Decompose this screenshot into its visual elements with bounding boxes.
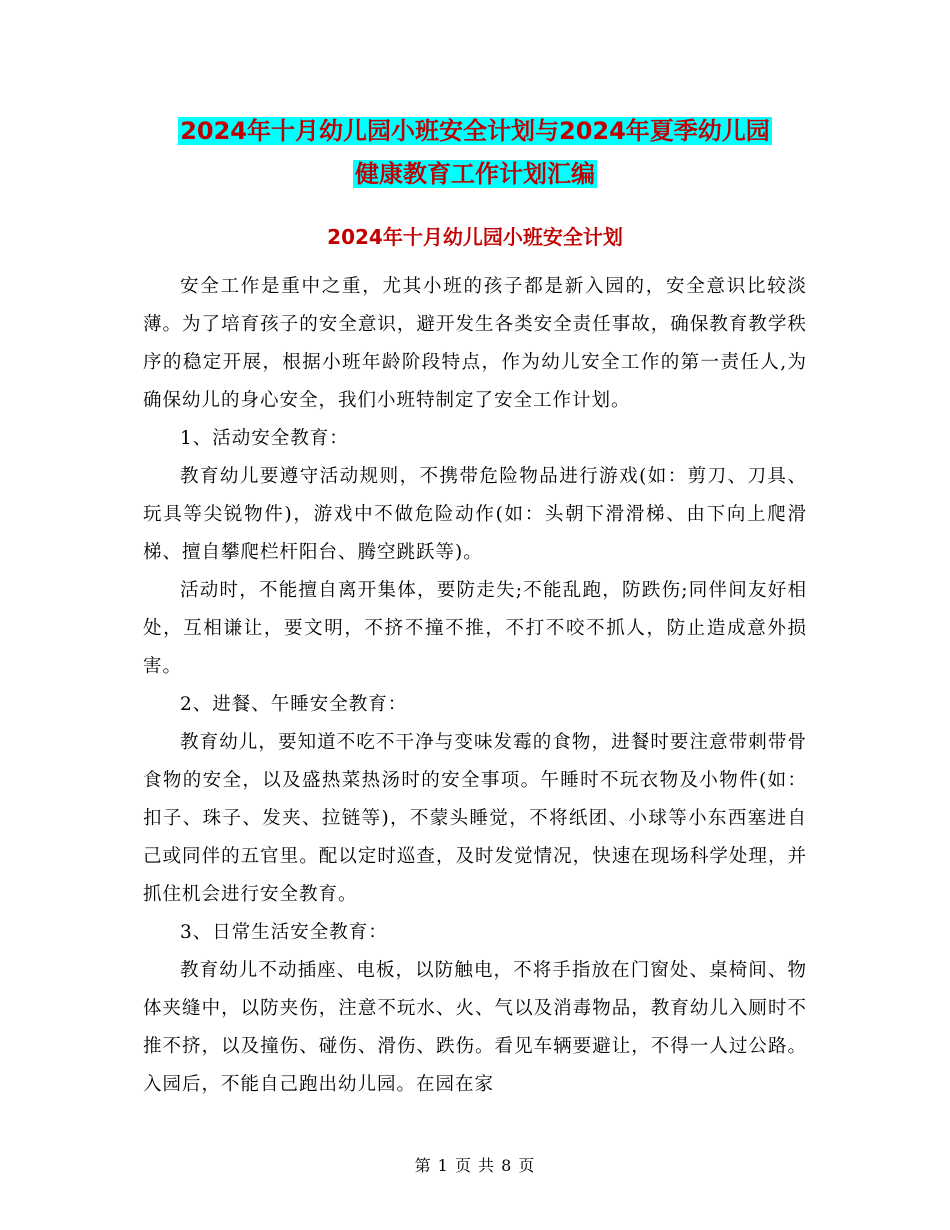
paragraph-heading-activity-safety: 1、活动安全教育： <box>180 428 349 449</box>
paragraph-heading-meal-nap-safety: 2、进餐、午睡安全教育： <box>180 694 408 715</box>
page-footer: 第 1 页 共 8 页 <box>414 1156 536 1175</box>
section-heading: 2024年十月幼儿园小班安全计划 <box>327 225 623 249</box>
document-body <box>143 268 807 1104</box>
document-title-text-2: 健康教育工作计划汇编 <box>355 160 595 188</box>
paragraph-meal-nap: 教育幼儿，要知道不吃不干净与变味发霉的食物，进餐时要注意带刺带骨食物的安全，以及盛热菜热汤时的安全事项。午睡时不玩衣物及小物件(如：扣子、珠子、发夹、拉链等)，不蒙头睡觉，不将纸团、小球等小东西塞进自己或同伴的五官里。配以定时巡查，及时发觉情况，快速在现场科学处理，并抓住机会进行安全教育。 <box>143 732 807 905</box>
paragraph-heading-daily-safety: 3、日常生活安全教育： <box>180 922 388 943</box>
document-title-text-1: 2024年十月幼儿园小班安全计划与2024年夏季幼儿园 <box>180 117 770 145</box>
document-title-line-1 <box>0 114 950 148</box>
document-title-line-2 <box>0 157 950 191</box>
paragraph-activity-behavior: 活动时，不能擅自离开集体，要防走失;不能乱跑，防跌伤;同伴间友好相处，互相谦让，要文明，不挤不撞不推，不打不咬不抓人，防止造成意外损害。 <box>143 580 807 677</box>
paragraph-activity-rules: 教育幼儿要遵守活动规则，不携带危险物品进行游戏(如：剪刀、刀具、玩具等尖锐物件)，游戏中不做危险动作(如：头朝下滑滑梯、由下向上爬滑梯、擅自攀爬栏杆阳台、腾空跳跃等)。 <box>143 466 807 563</box>
paragraph-intro: 安全工作是重中之重，尤其小班的孩子都是新入园的，安全意识比较淡薄。为了培育孩子的安全意识，避开发生各类安全责任事故，确保教育教学秩序的稳定开展，根据小班年龄阶段特点，作为幼儿安全工作的第一责任人,为确保幼儿的身心安全，我们小班特制定了安全工作计划。 <box>143 276 807 411</box>
paragraph-daily-life: 教育幼儿不动插座、电板，以防触电，不将手指放在门窗处、桌椅间、物体夹缝中，以防夹伤，注意不玩水、火、气以及消毒物品，教育幼儿入厕时不推不挤，以及撞伤、碰伤、滑伤、跌伤。看见车辆要避让，不得一人过公路。入园后，不能自己跑出幼儿园。在园在家 <box>143 960 807 1095</box>
